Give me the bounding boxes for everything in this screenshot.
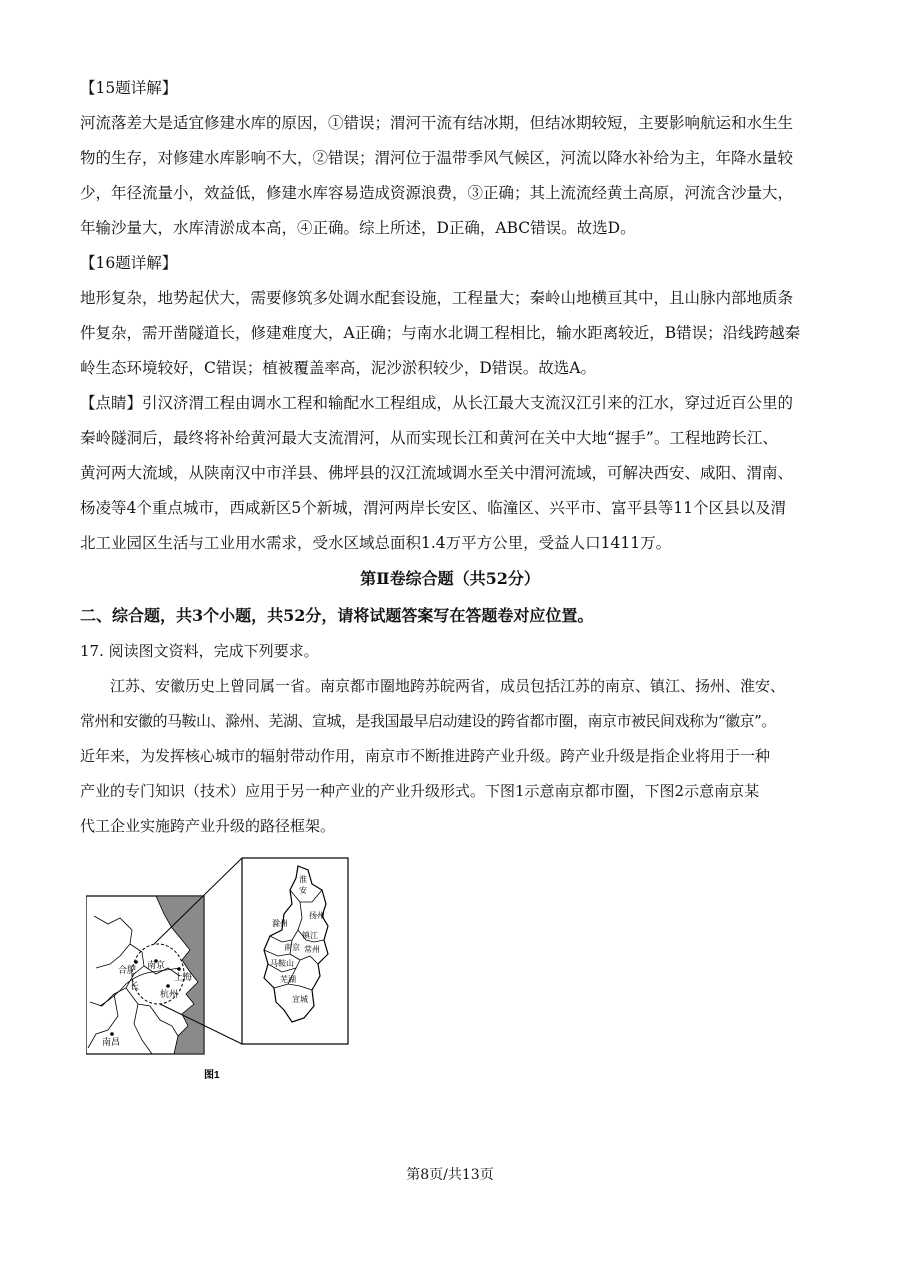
label-zhenjiang: 镇江 — [302, 931, 318, 940]
q15-line-2: 物的生存，对修建水库影响不大，②错误；渭河位于温带季风气候区，河流以降水补给为主，年降水量较 — [80, 149, 794, 167]
q15-heading: 【15题详解】 — [80, 79, 178, 97]
q16-line-2: 件复杂，需开凿隧道长，修建难度大，A正确；与南水北调工程相比，输水距离较近，B错误；沿线跨越秦 — [80, 324, 801, 342]
page-footer: 第8页/共13页 — [406, 1167, 494, 1183]
tip-line-2: 秦岭隧洞后，最终将补给黄河最大支流渭河，从而实现长江和黄河在关中大地“握手”。工程地跨长江、 — [80, 429, 778, 447]
q17-line-1: 江苏、安徽历史上曾同属一省。南京都市圈地跨苏皖两省，成员包括江苏的南京、镇江、扬州、淮安、 — [80, 677, 786, 695]
label-maanshan: 马鞍山 — [270, 959, 294, 968]
q15-line-1: 河流落差大是适宜修建水库的原因，①错误；渭河干流有结冰期，但结冰期较短，主要影响航运和水生生 — [80, 114, 794, 132]
label-huaian-2: 安 — [299, 886, 307, 895]
tip-line-1: 【点睛】引汉济渭工程由调水工程和输配水工程组成，从长江最大支流汉江引来的江水，穿过近百公里的 — [80, 394, 794, 412]
label-nanchang: 南昌 — [102, 1037, 121, 1047]
q16-line-3: 岭生态环境较好，C错误；植被覆盖率高，泥沙淤积较少，D错误。故选A。 — [80, 359, 596, 377]
label-yangzhou: 扬州 — [309, 911, 325, 920]
label-wuhu: 芜湖 — [280, 975, 296, 984]
q15-line-3: 少，年径流量小，效益低，修建水库容易造成资源浪费，③正确；其上流流经黄土高原，河流含沙量大， — [80, 184, 794, 202]
tip-line-5: 北工业园区生活与工业用水需求，受水区域总面积1.4万平方公里，受益人口1411万。 — [80, 534, 672, 552]
q17-line-3: 近年来，为发挥核心城市的辐射带动作用，南京市不断推进跨产业升级。跨产业升级是指企业将用于一种 — [80, 747, 771, 765]
tip-line-3: 黄河两大流域，从陕南汉中市洋县、佛坪县的汉江流域调水至关中渭河流域，可解决西安、咸阳、渭南、 — [80, 464, 794, 482]
q15-line-4: 年输沙量大，水库清淤成本高，④正确。综上所述，D正确，ABC错误。故选D。 — [80, 219, 636, 237]
figure-1-caption: 图1 — [204, 1070, 220, 1081]
label-hefei: 合肥 — [118, 965, 137, 975]
tip-line-4: 杨凌等4个重点城市，西咸新区5个新城，渭河两岸长安区、临潼区、兴平市、富平县等11个区县以及渭 — [80, 499, 786, 517]
label-huaian-1: 淮 — [299, 875, 307, 884]
q17-line-5: 代工企业实施跨产业升级的路径框架。 — [80, 817, 336, 835]
label-shanghai: 上海 — [174, 972, 193, 982]
label-nanjing: 南京 — [147, 960, 166, 970]
figure-1-map — [86, 856, 350, 1084]
q17-line-4: 产业的专门知识（技术）应用于另一种产业的产业升级形式。下图1示意南京都市圈，下图2示意南京某 — [80, 782, 760, 800]
label-chuzhou: 滁州 — [272, 919, 288, 928]
q16-heading: 【16题详解】 — [80, 254, 178, 272]
label-hangzhou: 杭州 — [160, 989, 179, 999]
label-xuancheng: 宣城 — [292, 995, 308, 1004]
q16-line-1: 地形复杂，地势起伏大，需要修筑多处调水配套设施，工程量大；秦岭山地横亘其中，且山脉内部地质条 — [80, 289, 794, 307]
part2-subtitle: 二、综合题，共3个小题，共52分，请将试题答案写在答题卷对应位置。 — [80, 606, 594, 625]
label-chang: 长 — [130, 981, 140, 991]
part2-title: 第Ⅱ卷综合题（共52分） — [360, 569, 540, 588]
label-nanjing-detail: 南京 — [284, 943, 300, 952]
label-changzhou: 常州 — [304, 945, 320, 954]
q17-prompt: 17. 阅读图文资料，完成下列要求。 — [80, 642, 319, 660]
q17-line-2: 常州和安徽的马鞍山、滁州、芜湖、宣城，是我国最早启动建设的跨省都市圈，南京市被民间戏称为“徽京”。 — [80, 712, 776, 730]
